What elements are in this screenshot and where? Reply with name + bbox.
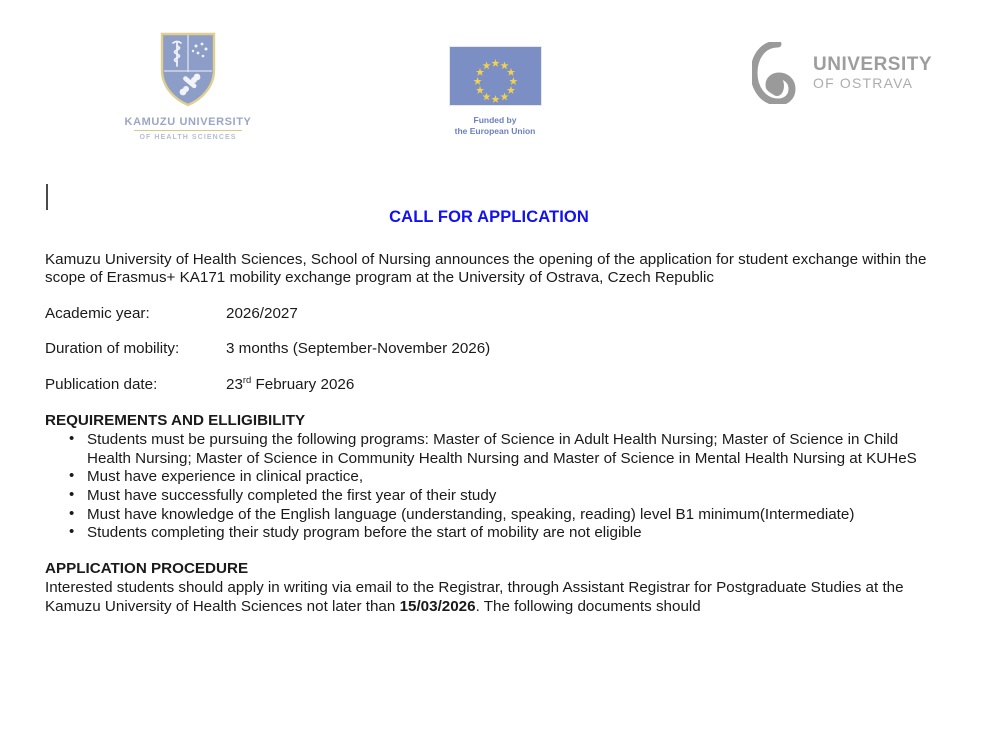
list-item: • Students completing their study program before the start of mobility are not eligible [45, 524, 941, 543]
meta-label: Publication date: [45, 375, 158, 393]
kuhes-shield-icon [158, 30, 218, 108]
meta-value: 3 months (September-November 2026) [226, 340, 491, 358]
list-item: • Must have successfully completed the first year of their study [45, 487, 941, 506]
procedure-paragraph [45, 579, 941, 616]
procedure-text-before: Interested students should apply in writing via email to the Registrar, through Assistant Registrar for Postgraduate Studies at the Kamuzu University of Health Sciences not later than [45, 579, 904, 615]
intro-paragraph: Kamuzu University of Health Sciences, School of Nursing announces the opening of the application for student exchange within the scope of Erasmus+ KA171 mobility exchange program at the University of Ostrava, Czech Republic [45, 250, 927, 287]
list-item: • Must have knowledge of the English language (understanding, speaking, reading) level B1 minimum(Intermediate) [45, 506, 941, 525]
kuhes-logo-divider [134, 130, 242, 131]
ostrava-spiral-icon [752, 42, 804, 104]
ostrava-logo [752, 42, 942, 104]
ostrava-logo-text [813, 54, 932, 92]
procedure-heading: APPLICATION PROCEDURE [45, 559, 249, 577]
eu-caption-line2: the European Union [454, 126, 536, 136]
meta-value: 2026/2027 [226, 304, 298, 322]
pub-date-monthyear: February 2026 [251, 375, 355, 393]
application-procedure-section [45, 560, 941, 617]
kuhes-logo [88, 30, 288, 141]
kuhes-logo-name: KAMUZU UNIVERSITY [124, 116, 252, 128]
ostrava-logo-line1: UNIVERSITY [813, 54, 933, 75]
pub-date-day: 23 [226, 375, 243, 393]
meta-label: Duration of mobility: [45, 340, 180, 358]
requirements-list [45, 431, 941, 543]
pub-date-ordinal: rd [242, 373, 252, 385]
meta-label: Academic year: [45, 304, 150, 322]
ostrava-logo-line2: OF OSTRAVA [813, 75, 914, 91]
meta-row-academic-year [45, 305, 941, 324]
eu-funding-caption [455, 115, 536, 137]
eu-caption-line1: Funded by [473, 115, 517, 125]
document-body [45, 208, 941, 617]
eu-flag-icon [449, 46, 542, 106]
eu-funding-logo [440, 46, 550, 137]
requirements-heading: REQUIREMENTS AND ELLIGIBILITY [45, 411, 306, 429]
text-cursor-caret[interactable] [46, 184, 48, 210]
meta-row-duration [45, 340, 941, 359]
kuhes-logo-subtitle: OF HEALTH SCIENCES [139, 134, 237, 141]
procedure-text-after: . The following documents should [475, 597, 701, 615]
page-title: CALL FOR APPLICATION [389, 208, 589, 226]
list-item: • Must have experience in clinical practice, [45, 468, 941, 487]
meta-row-publication-date [45, 373, 941, 395]
list-item: • Students must be pursuing the following programs: Master of Science in Adult Health Nursing; Master of Science in Child Health Nursing; Master of Science in Community Health Nursing and Master of Science in Mental Health Nursing at KUHeS [45, 431, 941, 468]
meta-value [226, 373, 941, 395]
procedure-deadline: 15/03/2026 [399, 597, 476, 615]
logo-header-band [0, 0, 986, 160]
